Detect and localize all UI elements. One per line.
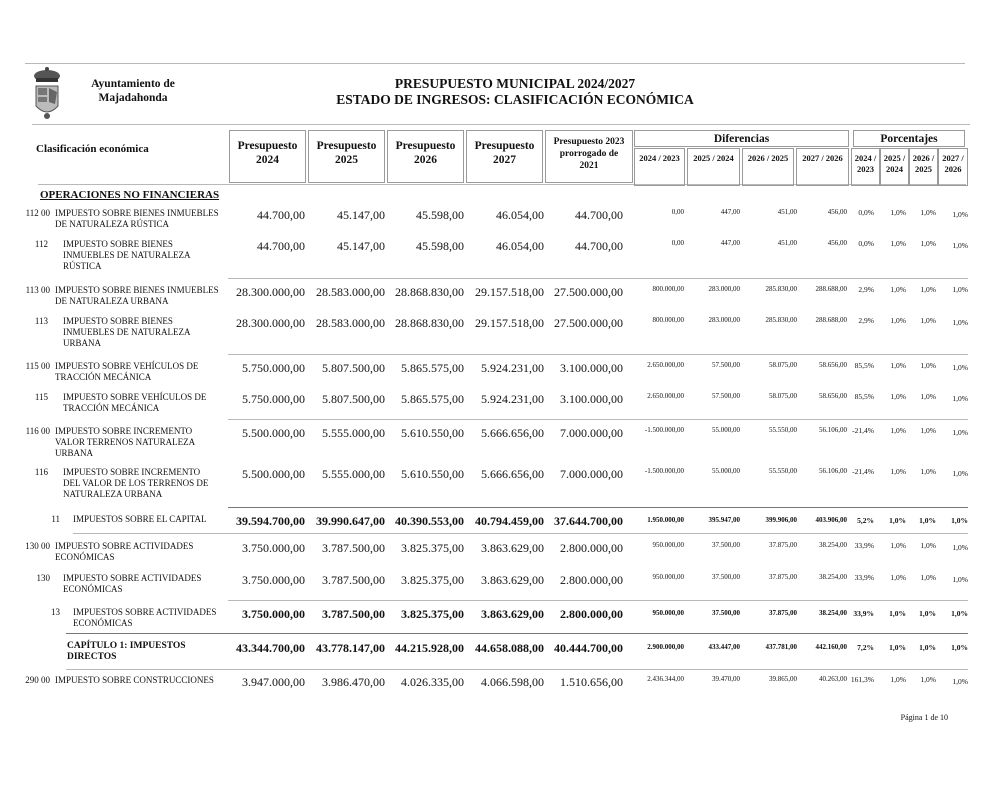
- pct-2026-2025: 1,0%: [920, 392, 936, 401]
- header-line: 2027 /: [942, 153, 964, 163]
- value-2023: 2.800.000,00: [560, 607, 623, 621]
- value-2026: 45.598,00: [416, 208, 464, 222]
- row-separator: [73, 533, 968, 534]
- dif-2027-2026: 38.254,00: [819, 609, 847, 617]
- desc-line: INMUEBLES DE NATURALEZA: [63, 327, 191, 337]
- value-2024: 44.700,00: [257, 208, 305, 222]
- dif-2026-2025: 55.550,00: [769, 426, 797, 434]
- value-2026: 28.868.830,00: [395, 285, 464, 299]
- row-description: [63, 316, 233, 349]
- dif-2026-2025: 39.865,00: [769, 675, 797, 683]
- value-2023: 7.000.000,00: [560, 467, 623, 481]
- value-2024: 3.750.000,00: [242, 541, 305, 555]
- pct-2027-2026: 1,0%: [952, 677, 968, 686]
- row-code: 116: [34, 467, 48, 477]
- header-line: 2027: [493, 154, 516, 166]
- dif-2024-2023: 2.900.000,00: [647, 643, 684, 651]
- desc-line: IMPUESTO SOBRE INCREMENTO: [55, 426, 193, 436]
- header-line: 2025 /: [883, 153, 906, 163]
- pct-2026-2025: 1,0%: [920, 675, 936, 684]
- pct-2026-2025: 1,0%: [920, 208, 936, 217]
- row-description: [63, 467, 233, 500]
- header-line: 2025: [915, 164, 932, 174]
- pct-2026-2025: 1,0%: [920, 316, 936, 325]
- pct-2025-2024: 1,0%: [890, 285, 906, 294]
- value-2026: 5.610.550,00: [401, 426, 464, 440]
- row-description: [63, 239, 233, 272]
- value-2026: 5.610.550,00: [401, 467, 464, 481]
- pct-2024-2023: 33,9%: [853, 609, 874, 618]
- value-2027: 3.863.629,00: [481, 607, 544, 621]
- value-2025: 39.990.647,00: [316, 514, 385, 528]
- dif-2027-2026: 456,00: [827, 239, 847, 247]
- pct-2024-2023: 0,0%: [858, 208, 874, 217]
- desc-line: DEL VALOR DE LOS TERRENOS DE: [63, 478, 209, 488]
- dif-2025-2024: 283.000,00: [708, 285, 740, 293]
- dif-2025-2024: 37.500,00: [712, 541, 740, 549]
- dif-2026-2025: 399.906,00: [765, 516, 797, 524]
- header-line: Presupuesto: [395, 140, 456, 152]
- value-2023: 2.800.000,00: [560, 573, 623, 587]
- header-line: 2026: [944, 164, 962, 174]
- dif-2024-2023: 0,00: [671, 239, 684, 247]
- desc-line: URBANA: [63, 338, 102, 348]
- value-2023: 7.000.000,00: [560, 426, 623, 440]
- pct-2025-2024: 1,0%: [890, 361, 906, 370]
- row-code: 130: [36, 573, 50, 583]
- dif-2025-2024: 395.947,00: [708, 516, 740, 524]
- value-2024: 5.750.000,00: [242, 361, 305, 375]
- desc-line: ECONÓMICAS: [73, 618, 133, 628]
- dif-2026-2025: 37.875,00: [769, 609, 797, 617]
- header-line: 2021: [579, 161, 599, 171]
- value-2025: 3.787.500,00: [322, 541, 385, 555]
- header-line: Presupuesto 2023: [553, 137, 625, 147]
- pct-2027-2026: 1,0%: [952, 241, 968, 250]
- pct-2024-2023: 85,5%: [854, 361, 874, 370]
- dif-2027-2026: 58.656,00: [819, 392, 847, 400]
- pct-2025-2024: 1,0%: [890, 392, 906, 401]
- value-2024: 5.500.000,00: [242, 426, 305, 440]
- row-code: 290 00: [25, 675, 50, 685]
- value-2025: 3.986.470,00: [322, 675, 385, 689]
- dif-2027-2026: 56.106,00: [819, 467, 847, 475]
- value-2024: 43.344.700,00: [236, 641, 305, 655]
- top-rule: [25, 63, 965, 64]
- desc-line: RÚSTICA: [63, 261, 102, 271]
- dif-2024-2023: 2.436.344,00: [647, 675, 684, 683]
- dif-2025-2024: 57.500,00: [712, 361, 740, 369]
- value-2026: 5.865.575,00: [401, 361, 464, 375]
- row-code: 113: [34, 316, 48, 326]
- column-header-presupuesto-2025: [308, 130, 385, 183]
- value-2024: 5.750.000,00: [242, 392, 305, 406]
- value-2027: 29.157.518,00: [475, 285, 544, 299]
- value-2023: 3.100.000,00: [560, 392, 623, 406]
- organization-line1: Ayuntamiento de: [91, 78, 175, 90]
- header-line: prorrogado de: [559, 149, 619, 159]
- pct-2025-2024: 1,0%: [890, 541, 906, 550]
- column-header-clasificacion: Clasificación económica: [36, 143, 149, 155]
- value-2027: 46.054,00: [496, 239, 544, 253]
- dif-2026-2025: 437.781,00: [765, 643, 797, 651]
- dif-2026-2025: 451,00: [777, 208, 797, 216]
- pct-2027-2026: 1,0%: [951, 609, 968, 618]
- row-code: 116 00: [25, 426, 50, 436]
- value-2023: 27.500.000,00: [554, 316, 623, 330]
- value-2024: 3.750.000,00: [242, 607, 305, 621]
- pct-2026-2025: 1,0%: [920, 541, 936, 550]
- desc-line: TRACCIÓN MECÁNICA: [55, 372, 152, 382]
- row-description: [63, 573, 233, 595]
- desc-line: NATURALEZA URBANA: [63, 489, 163, 499]
- dif-2026-2025: 451,00: [777, 239, 797, 247]
- value-2024: 39.594.700,00: [236, 514, 305, 528]
- value-2026: 28.868.830,00: [395, 316, 464, 330]
- page-number: Página 1 de 10: [900, 713, 948, 722]
- pct-2027-2026: 1,0%: [951, 643, 968, 652]
- desc-line: IMPUESTO SOBRE BIENES: [63, 316, 173, 326]
- row-description: [55, 208, 235, 230]
- value-2023: 2.800.000,00: [560, 541, 623, 555]
- desc-line: IMPUESTO SOBRE VEHÍCULOS DE: [63, 392, 207, 402]
- dif-2024-2023: 950.000,00: [652, 609, 684, 617]
- column-header-dif-2025-2024: 2025 / 2024: [687, 148, 740, 186]
- value-2023: 3.100.000,00: [560, 361, 623, 375]
- value-2023: 1.510.656,00: [560, 675, 623, 689]
- row-separator: [66, 633, 968, 634]
- dif-2027-2026: 56.106,00: [819, 426, 847, 434]
- value-2024: 5.500.000,00: [242, 467, 305, 481]
- pct-2025-2024: 1,0%: [890, 675, 906, 684]
- value-2023: 27.500.000,00: [554, 285, 623, 299]
- pct-2027-2026: 1,0%: [952, 394, 968, 403]
- desc-line: TRACCIÓN MECÁNICA: [63, 403, 160, 413]
- value-2025: 5.807.500,00: [322, 361, 385, 375]
- desc-line: IMPUESTO SOBRE BIENES INMUEBLES: [55, 285, 219, 295]
- pct-2026-2025: 1,0%: [919, 609, 936, 618]
- dif-2026-2025: 58.075,00: [769, 361, 797, 369]
- dif-2024-2023: 0,00: [671, 208, 684, 216]
- row-code: 11: [51, 514, 60, 524]
- dif-2026-2025: 285.830,00: [765, 316, 797, 324]
- header-line: 2025: [335, 154, 358, 166]
- desc-line: DIRECTOS: [67, 652, 117, 662]
- value-2023: 40.444.700,00: [554, 641, 623, 655]
- pct-2024-2023: 161,3%: [850, 675, 874, 684]
- pct-2025-2024: 1,0%: [890, 573, 906, 582]
- value-2024: 28.300.000,00: [236, 285, 305, 299]
- pct-2025-2024: 1,0%: [890, 239, 906, 248]
- header-line: 2024: [256, 154, 279, 166]
- column-header-pct-2027-2026: [938, 148, 968, 186]
- pct-2024-2023: 85,5%: [854, 392, 874, 401]
- row-separator: [228, 354, 968, 355]
- pct-2024-2023: 2,9%: [858, 285, 874, 294]
- value-2026: 45.598,00: [416, 239, 464, 253]
- value-2025: 3.787.500,00: [322, 607, 385, 621]
- desc-line: IMPUESTO SOBRE INCREMENTO: [63, 467, 201, 477]
- desc-line: DE NATURALEZA URBANA: [55, 296, 169, 306]
- desc-line: IMPUESTO SOBRE VEHÍCULOS DE: [55, 361, 199, 371]
- coat-of-arms-icon: [30, 66, 64, 122]
- column-header-presupuesto-2023-prorrogado: [545, 130, 633, 183]
- dif-2024-2023: 2.650.000,00: [647, 392, 684, 400]
- row-description: [73, 514, 233, 525]
- dif-2025-2024: 37.500,00: [712, 609, 740, 617]
- pct-2027-2026: 1,0%: [952, 210, 968, 219]
- dif-2025-2024: 283.000,00: [708, 316, 740, 324]
- desc-line: INMUEBLES DE NATURALEZA: [63, 250, 191, 260]
- header-top-rule: [32, 124, 970, 125]
- row-separator: [228, 507, 968, 508]
- section-title: OPERACIONES NO FINANCIERAS: [40, 189, 220, 201]
- row-separator: [66, 669, 968, 670]
- desc-line: IMPUESTOS SOBRE EL CAPITAL: [73, 514, 207, 524]
- title-line1: PRESUPUESTO MUNICIPAL 2024/2027: [394, 76, 636, 91]
- column-header-dif-2027-2026: 2027 / 2026: [796, 148, 849, 186]
- header-line: 2026: [414, 154, 437, 166]
- value-2025: 5.807.500,00: [322, 392, 385, 406]
- column-header-pct-2024-2023: [851, 148, 880, 186]
- pct-2025-2024: 1,0%: [890, 426, 906, 435]
- row-separator: [228, 600, 968, 601]
- value-2025: 3.787.500,00: [322, 573, 385, 587]
- pct-2026-2025: 1,0%: [920, 285, 936, 294]
- pct-2026-2025: 1,0%: [920, 361, 936, 370]
- desc-line: IMPUESTO SOBRE ACTIVIDADES: [55, 541, 194, 551]
- value-2027: 44.658.088,00: [475, 641, 544, 655]
- dif-2027-2026: 456,00: [827, 208, 847, 216]
- value-2024: 3.947.000,00: [242, 675, 305, 689]
- desc-line: IMPUESTOS SOBRE ACTIVIDADES: [73, 607, 217, 617]
- value-2027: 3.863.629,00: [481, 573, 544, 587]
- pct-2025-2024: 1,0%: [890, 467, 906, 476]
- pct-2026-2025: 1,0%: [920, 573, 936, 582]
- column-header-presupuesto-2024: [229, 130, 306, 183]
- header-line: 2023: [857, 164, 874, 174]
- report-title: [300, 76, 730, 108]
- pct-2024-2023: 7,2%: [857, 643, 874, 652]
- chapter-title: [67, 641, 227, 663]
- value-2026: 44.215.928,00: [395, 641, 464, 655]
- organization-line2: Majadahonda: [98, 92, 168, 104]
- header-line: 2024 /: [854, 153, 877, 163]
- row-code: 112 00: [25, 208, 50, 218]
- value-2026: 5.865.575,00: [401, 392, 464, 406]
- desc-line: URBANA: [55, 448, 94, 458]
- value-2024: 28.300.000,00: [236, 316, 305, 330]
- value-2025: 28.583.000,00: [316, 316, 385, 330]
- pct-2027-2026: 1,0%: [952, 428, 968, 437]
- row-description: [55, 285, 235, 307]
- pct-2024-2023: 33,9%: [854, 573, 874, 582]
- dif-2024-2023: 1.950.000,00: [647, 516, 684, 524]
- value-2023: 37.644.700,00: [554, 514, 623, 528]
- pct-2027-2026: 1,0%: [952, 285, 968, 294]
- value-2025: 43.778.147,00: [316, 641, 385, 655]
- value-2025: 28.583.000,00: [316, 285, 385, 299]
- dif-2027-2026: 403.906,00: [815, 516, 847, 524]
- value-2025: 45.147,00: [337, 239, 385, 253]
- pct-2026-2025: 1,0%: [920, 239, 936, 248]
- row-code: 115: [34, 392, 48, 402]
- header-line: Presupuesto: [316, 140, 377, 152]
- row-separator: [228, 419, 968, 420]
- row-description: [55, 675, 235, 686]
- desc-line: DE NATURALEZA RÚSTICA: [55, 219, 169, 229]
- dif-2026-2025: 58.075,00: [769, 392, 797, 400]
- header-line: 2024: [886, 164, 903, 174]
- value-2023: 44.700,00: [575, 239, 623, 253]
- dif-2025-2024: 55.000,00: [712, 467, 740, 475]
- value-2027: 5.924.231,00: [481, 392, 544, 406]
- pct-2026-2025: 1,0%: [919, 643, 936, 652]
- pct-2024-2023: 33,9%: [854, 541, 874, 550]
- pct-2027-2026: 1,0%: [952, 543, 968, 552]
- value-2027: 5.666.656,00: [481, 467, 544, 481]
- value-2026: 3.825.375,00: [401, 541, 464, 555]
- row-code: 130 00: [25, 541, 50, 551]
- desc-line: CAPÍTULO 1: IMPUESTOS: [67, 641, 186, 651]
- column-header-dif-2026-2025: 2026 / 2025: [742, 148, 794, 186]
- value-2027: 4.066.598,00: [481, 675, 544, 689]
- pct-2025-2024: 1,0%: [890, 316, 906, 325]
- dif-2024-2023: 2.650.000,00: [647, 361, 684, 369]
- pct-2024-2023: 2,9%: [858, 316, 874, 325]
- pct-2027-2026: 1,0%: [951, 516, 968, 525]
- pct-2027-2026: 1,0%: [952, 575, 968, 584]
- value-2027: 3.863.629,00: [481, 541, 544, 555]
- dif-2025-2024: 433.447,00: [708, 643, 740, 651]
- desc-line: ECONÓMICAS: [55, 552, 115, 562]
- organization-name: [78, 77, 188, 105]
- pct-2026-2025: 1,0%: [920, 467, 936, 476]
- pct-2027-2026: 1,0%: [952, 469, 968, 478]
- row-separator: [228, 278, 968, 279]
- value-2025: 5.555.000,00: [322, 467, 385, 481]
- dif-2025-2024: 37.500,00: [712, 573, 740, 581]
- column-header-dif-2024-2023: 2024 / 2023: [634, 148, 685, 186]
- value-2027: 5.924.231,00: [481, 361, 544, 375]
- dif-2025-2024: 39.470,00: [712, 675, 740, 683]
- pct-2027-2026: 1,0%: [952, 363, 968, 372]
- pct-2024-2023: 5,2%: [857, 516, 874, 525]
- desc-line: IMPUESTO SOBRE CONSTRUCCIONES: [55, 675, 214, 685]
- row-code: 13: [51, 607, 60, 617]
- dif-2027-2026: 288.688,00: [815, 316, 847, 324]
- dif-2027-2026: 38.254,00: [819, 541, 847, 549]
- header-line: Presupuesto: [474, 140, 535, 152]
- dif-2027-2026: 40.263,00: [819, 675, 847, 683]
- pct-2027-2026: 1,0%: [952, 318, 968, 327]
- row-code: 113 00: [25, 285, 50, 295]
- row-description: [55, 541, 235, 563]
- dif-2024-2023: 800.000,00: [652, 316, 684, 324]
- dif-2026-2025: 37.875,00: [769, 573, 797, 581]
- dif-2025-2024: 447,00: [720, 239, 740, 247]
- dif-2026-2025: 37.875,00: [769, 541, 797, 549]
- desc-line: IMPUESTO SOBRE BIENES INMUEBLES: [55, 208, 219, 218]
- column-group-diferencias: Diferencias: [634, 130, 849, 147]
- value-2025: 5.555.000,00: [322, 426, 385, 440]
- dif-2025-2024: 55.000,00: [712, 426, 740, 434]
- row-description: [63, 392, 233, 414]
- dif-2025-2024: 447,00: [720, 208, 740, 216]
- value-2027: 40.794.459,00: [475, 514, 544, 528]
- desc-line: IMPUESTO SOBRE ACTIVIDADES: [63, 573, 202, 583]
- pct-2025-2024: 1,0%: [890, 208, 906, 217]
- value-2024: 3.750.000,00: [242, 573, 305, 587]
- row-description: [55, 361, 235, 383]
- dif-2024-2023: -1.500.000,00: [644, 426, 684, 434]
- row-description: [73, 607, 233, 629]
- title-line2: ESTADO DE INGRESOS: CLASIFICACIÓN ECONÓMICA: [336, 92, 694, 107]
- pct-2026-2025: 1,0%: [919, 516, 936, 525]
- header-line: Presupuesto: [237, 140, 298, 152]
- dif-2024-2023: -1.500.000,00: [644, 467, 684, 475]
- dif-2025-2024: 57.500,00: [712, 392, 740, 400]
- pct-2024-2023: -21,4%: [852, 467, 874, 476]
- dif-2027-2026: 442.160,00: [815, 643, 847, 651]
- desc-line: ECONÓMICAS: [63, 584, 123, 594]
- dif-2027-2026: 38.254,00: [819, 573, 847, 581]
- column-header-presupuesto-2027: [466, 130, 543, 183]
- dif-2024-2023: 800.000,00: [652, 285, 684, 293]
- row-code: 112: [34, 239, 48, 249]
- desc-line: IMPUESTO SOBRE BIENES: [63, 239, 173, 249]
- dif-2027-2026: 288.688,00: [815, 285, 847, 293]
- value-2027: 29.157.518,00: [475, 316, 544, 330]
- header-line: 2026 /: [912, 153, 935, 163]
- row-code: 115 00: [25, 361, 50, 371]
- pct-2025-2024: 1,0%: [889, 609, 906, 618]
- value-2023: 44.700,00: [575, 208, 623, 222]
- pct-2024-2023: -21,4%: [852, 426, 874, 435]
- value-2027: 5.666.656,00: [481, 426, 544, 440]
- dif-2027-2026: 58.656,00: [819, 361, 847, 369]
- value-2026: 3.825.375,00: [401, 607, 464, 621]
- desc-line: VALOR TERRENOS NATURALEZA: [55, 437, 196, 447]
- column-header-presupuesto-2026: [387, 130, 464, 183]
- value-2026: 40.390.553,00: [395, 514, 464, 528]
- pct-2026-2025: 1,0%: [920, 426, 936, 435]
- dif-2024-2023: 950.000,00: [652, 573, 684, 581]
- column-header-pct-2026-2025: [909, 148, 938, 186]
- pct-2025-2024: 1,0%: [889, 643, 906, 652]
- value-2025: 45.147,00: [337, 208, 385, 222]
- dif-2026-2025: 55.550,00: [769, 467, 797, 475]
- row-description: [55, 426, 235, 459]
- dif-2026-2025: 285.830,00: [765, 285, 797, 293]
- value-2026: 4.026.335,00: [401, 675, 464, 689]
- pct-2025-2024: 1,0%: [889, 516, 906, 525]
- column-header-pct-2025-2024: [880, 148, 909, 186]
- column-group-porcentajes: Porcentajes: [853, 130, 965, 147]
- pct-2024-2023: 0,0%: [858, 239, 874, 248]
- value-2024: 44.700,00: [257, 239, 305, 253]
- value-2027: 46.054,00: [496, 208, 544, 222]
- value-2026: 3.825.375,00: [401, 573, 464, 587]
- dif-2024-2023: 950.000,00: [652, 541, 684, 549]
